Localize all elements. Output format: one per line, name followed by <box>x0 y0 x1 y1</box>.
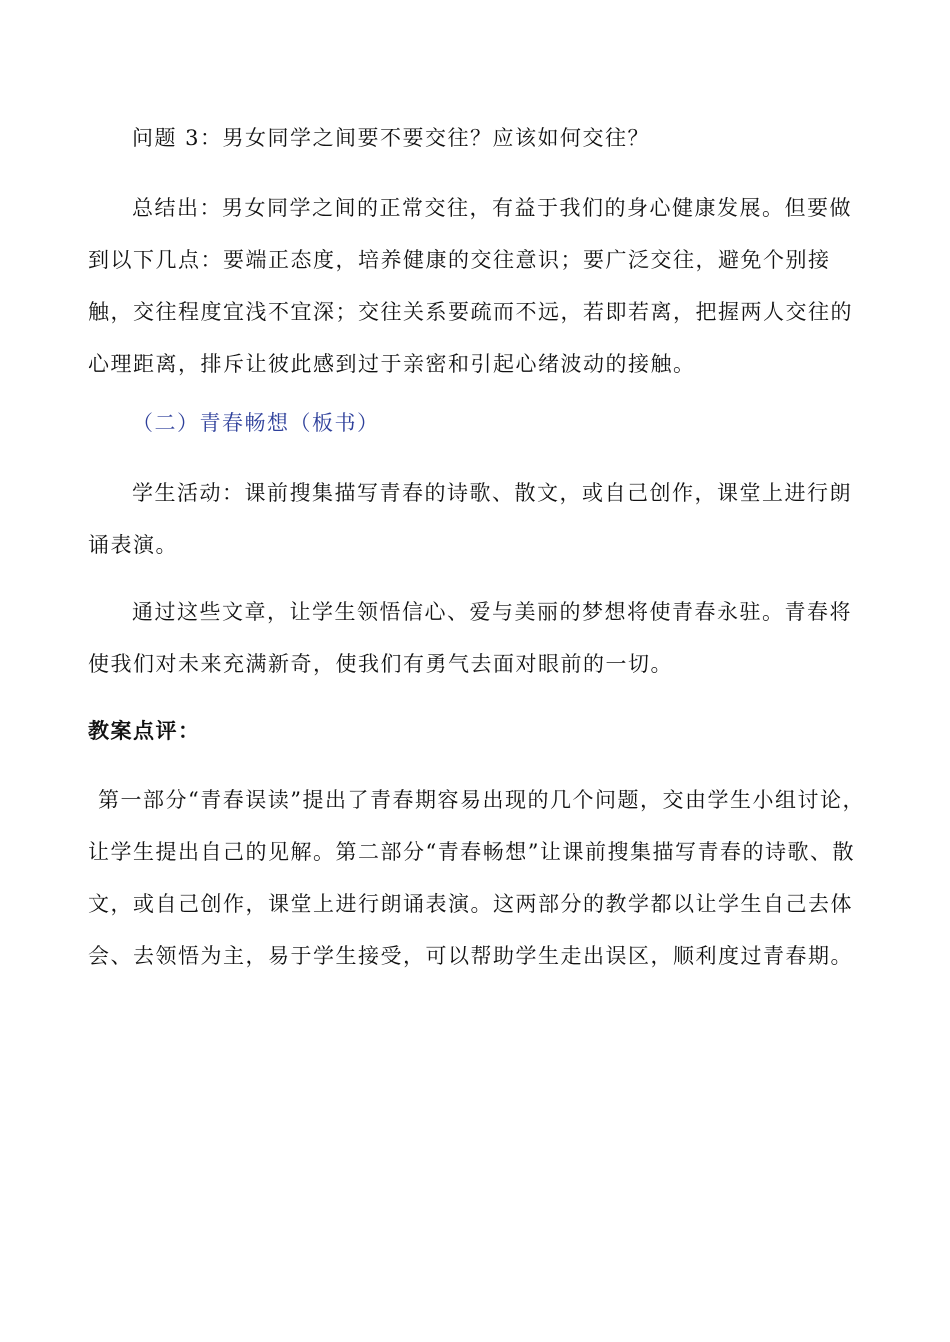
question-3-paragraph: 问题 3：男女同学之间要不要交往？应该如何交往？ <box>132 126 651 150</box>
lesson-review-paragraph: 第一部分“青春误读”提出了青春期容易出现的几个问题，交由学生小组讨论，让学生提出自己的见解。第二部分“青春畅想”让课前搜集描写青春的诗歌、散文，或自己创作，课堂上进行朗诵表演。这两部分的教学都以让学生自己去体会、去领悟为主，易于学生接受，可以帮助学生走出误区，顺利度过青春期。 <box>88 788 865 968</box>
through-articles-paragraph: 通过这些文章，让学生领悟信心、爱与美丽的梦想将使青春永驻。青春将使我们对未来充满新奇，使我们有勇气去面对眼前的一切。 <box>88 600 852 676</box>
student-activity-paragraph: 学生活动：课前搜集描写青春的诗歌、散文，或自己创作，课堂上进行朗诵表演。 <box>88 481 852 557</box>
lesson-review-heading: 教案点评： <box>88 718 201 743</box>
section-heading-youth-imagination: （二）青春畅想（板书） <box>132 411 380 435</box>
summary-paragraph: 总结出：男女同学之间的正常交往，有益于我们的身心健康发展。但要做到以下几点：要端正态度，培养健康的交往意识；要广泛交往，避免个别接触，交往程度宜浅不宜深；交往关系要疏而不远，若即若离，把握两人交往的心理距离，排斥让彼此感到过于亲密和引起心绪波动的接触。 <box>88 196 853 376</box>
